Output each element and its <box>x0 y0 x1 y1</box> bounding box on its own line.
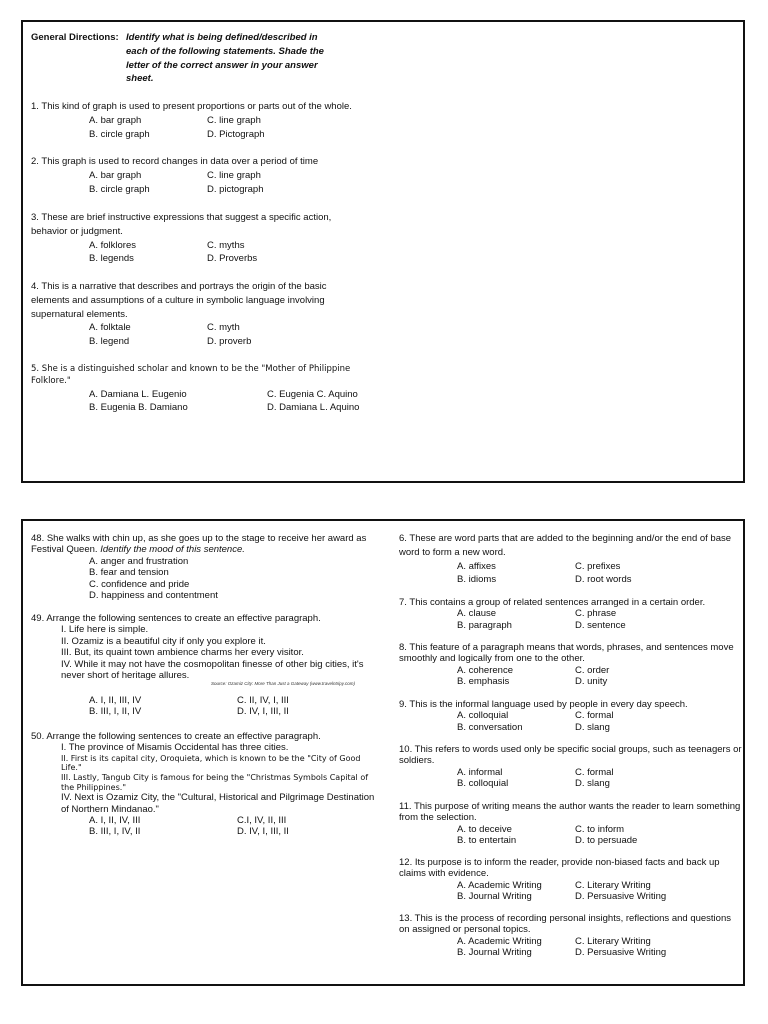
answer-options <box>89 388 381 416</box>
option: A. informal <box>457 766 503 778</box>
question-7 <box>399 597 744 631</box>
option: A. Damiana L. Eugenio <box>89 388 187 400</box>
option: D. Damiana L. Aquino <box>267 402 360 414</box>
option: D. Proverbs <box>207 253 258 265</box>
question-stem: 4. This is a narrative that describes and portrays the origin of the basic elements and assumptions of a culture in symbolic language involving supernatural elements. <box>31 281 327 320</box>
answer-options <box>457 767 744 790</box>
option: D. pictograph <box>207 183 264 195</box>
option: C. II, IV, I, III <box>237 694 289 706</box>
directions-text: Identify what is being defined/described in each of the following statements. Shade the letter of the correct answer in your answer sheet. <box>126 32 324 85</box>
option: B. Journal Writing <box>457 947 532 959</box>
option: D. to persuade <box>575 835 638 847</box>
option: B. paragraph <box>457 619 512 631</box>
answer-options <box>457 824 744 847</box>
sentence: I. Life here is simple. <box>61 624 149 636</box>
question-13 <box>399 913 744 959</box>
answer-options <box>457 936 744 959</box>
option: B. idioms <box>457 574 497 586</box>
question-stem: 8. This feature of a paragraph means that words, phrases, and sentences move smoothly and logically from one to the other. <box>399 642 734 665</box>
question-stem: 12. Its purpose is to inform the reader, provide non-biased facts and back up claims with evidence. <box>399 857 720 880</box>
option: A. bar graph <box>89 169 142 181</box>
sentence-list <box>61 742 376 815</box>
sentence: III. Lastly, Tangub City is famous for being the "Christmas Symbols Capital of the Philippines." <box>61 772 369 792</box>
option: C. formal <box>575 766 614 778</box>
question-stem: 2. This graph is used to record changes in data over a period of time <box>31 156 319 167</box>
question-50 <box>31 731 376 838</box>
sentence-list <box>61 624 381 681</box>
option: D. slang <box>575 721 610 733</box>
sentence: II. Ozamiz is a beautiful city if only you explore it. <box>61 635 266 647</box>
option: D. unity <box>575 676 608 688</box>
option: A. affixes <box>457 560 496 572</box>
question-3 <box>31 211 361 266</box>
answer-options <box>89 815 376 838</box>
option: A. colloquial <box>457 710 509 722</box>
option: A. I, II, III, IV <box>89 694 142 706</box>
question-stem: 5. She is a distinguished scholar and known to be the "Mother of Philippine Folklore." <box>31 364 351 387</box>
answer-options <box>89 695 381 718</box>
question-49 <box>31 613 381 718</box>
sentence: III. But, its quaint town ambience charms her every visitor. <box>61 647 304 659</box>
sentence: IV. Next is Ozamiz City, the "Cultural, Historical and Pilgrimage Destination of Northern Mindanao." <box>61 792 375 815</box>
sentence: I. The province of Misamis Occidental has three cities. <box>61 742 289 754</box>
option: C. myths <box>207 239 245 251</box>
answer-options <box>89 321 366 349</box>
answer-options <box>457 608 744 631</box>
question-stem: 10. This refers to words used only be specific social groups, such as teenagers or soldiers. <box>399 744 742 767</box>
option: D. slang <box>575 778 610 790</box>
option: C. formal <box>575 710 614 722</box>
option: D. Persuasive Writing <box>575 891 667 903</box>
option: A. Academic Writing <box>457 935 542 947</box>
option: B. to entertain <box>457 835 517 847</box>
option: D. root words <box>575 574 632 586</box>
option: C. phrase <box>575 608 617 620</box>
option: B. Eugenia B. Damiano <box>89 402 188 414</box>
option: D. happiness and contentment <box>89 589 218 601</box>
option: A. to deceive <box>457 823 512 835</box>
option: D. sentence <box>575 619 626 631</box>
question-stem <box>31 533 376 556</box>
option: A. coherence <box>457 664 513 676</box>
question-5 <box>31 363 381 415</box>
answer-options <box>89 556 376 602</box>
option: D. Persuasive Writing <box>575 947 667 959</box>
option: D. proverb <box>207 336 252 348</box>
question-11 <box>399 801 744 847</box>
option: B. circle graph <box>89 128 150 140</box>
question-stem: 7. This contains a group of related sentences arranged in a certain order. <box>399 597 706 608</box>
option: A. folklores <box>89 239 136 251</box>
answer-options <box>89 169 391 197</box>
answer-options <box>89 114 391 142</box>
answer-options <box>457 710 744 733</box>
sentence: IV. While it may not have the cosmopolitan finesse of other big cities, it's never short of heritage allures. <box>61 658 364 681</box>
question-stem: 50. Arrange the following sentences to create an effective paragraph. <box>31 731 321 742</box>
option: B. fear and tension <box>89 567 169 579</box>
option: D. IV, I, III, II <box>237 826 289 838</box>
question-stem: 49. Arrange the following sentences to create an effective paragraph. <box>31 613 321 624</box>
question-stem: 1. This kind of graph is used to present proportions or parts out of the whole. <box>31 101 352 112</box>
option: A. anger and frustration <box>89 555 189 567</box>
option: C. Literary Writing <box>575 935 651 947</box>
option: B. circle graph <box>89 183 150 195</box>
question-8 <box>399 642 744 688</box>
question-stem: 11. This purpose of writing means the author wants the reader to learn something from the selection. <box>399 801 741 824</box>
question-1 <box>31 100 391 141</box>
option: B. III, I, IV, II <box>89 826 141 838</box>
option: C. order <box>575 664 610 676</box>
source-citation: Source: Ozamiz City: More Than Just a Gateway (www.travelntripy.com) <box>211 681 355 687</box>
option: C. line graph <box>207 169 261 181</box>
question-stem: 6. These are word parts that are added to the beginning and/or the end of base word to form a new word. <box>399 533 732 558</box>
option: B. colloquial <box>457 778 509 790</box>
option: C. myth <box>207 322 240 334</box>
option: A. folktale <box>89 322 131 334</box>
stem-instruction: Identify the mood of this sentence. <box>100 544 245 556</box>
answer-options <box>457 560 744 588</box>
option: C. to inform <box>575 823 625 835</box>
answer-options <box>89 239 361 267</box>
directions-label: General Directions: <box>31 32 119 43</box>
answer-options <box>457 665 744 688</box>
option: C. confidence and pride <box>89 578 190 590</box>
option: B. legends <box>89 253 134 265</box>
answer-options <box>457 880 744 903</box>
option: C. line graph <box>207 114 261 126</box>
question-stem: 13. This is the process of recording personal insights, reflections and questions on assigned or personal topics. <box>399 913 731 936</box>
question-6 <box>399 532 744 587</box>
stem-text: 48. She walks with chin up, as she goes up to the stage to receive her award as Festival Queen. <box>31 533 367 556</box>
question-12 <box>399 857 744 903</box>
question-2 <box>31 155 391 196</box>
option: C. Eugenia C. Aquino <box>267 388 358 400</box>
option: B. legend <box>89 336 130 348</box>
question-48 <box>31 533 376 601</box>
question-10 <box>399 744 744 790</box>
question-stem: 3. These are brief instructive expressions that suggest a specific action, behavior or judgment. <box>31 212 332 237</box>
question-9 <box>399 699 744 733</box>
question-stem: 9. This is the informal language used by people in every day speech. <box>399 699 688 710</box>
option: A. bar graph <box>89 114 142 126</box>
option: B. III, I, II, IV <box>89 706 142 718</box>
sentence: II. First is its capital city, Oroquieta, which is known to be the "City of Good Life." <box>61 753 361 773</box>
option: C.I, IV, II, III <box>237 814 287 826</box>
option: D. IV, I, III, II <box>237 706 289 718</box>
option: C. prefixes <box>575 560 621 572</box>
option: D. Pictograph <box>207 128 265 140</box>
option: B. conversation <box>457 721 523 733</box>
option: A. clause <box>457 608 497 620</box>
option: C. Literary Writing <box>575 879 651 891</box>
question-4 <box>31 280 366 349</box>
option: B. Journal Writing <box>457 891 532 903</box>
option: A. Academic Writing <box>457 879 542 891</box>
option: B. emphasis <box>457 676 510 688</box>
general-directions <box>31 31 361 86</box>
worksheet-page-2 <box>21 519 745 986</box>
option: A. I, II, IV, III <box>89 814 141 826</box>
worksheet-page-1 <box>21 20 745 483</box>
